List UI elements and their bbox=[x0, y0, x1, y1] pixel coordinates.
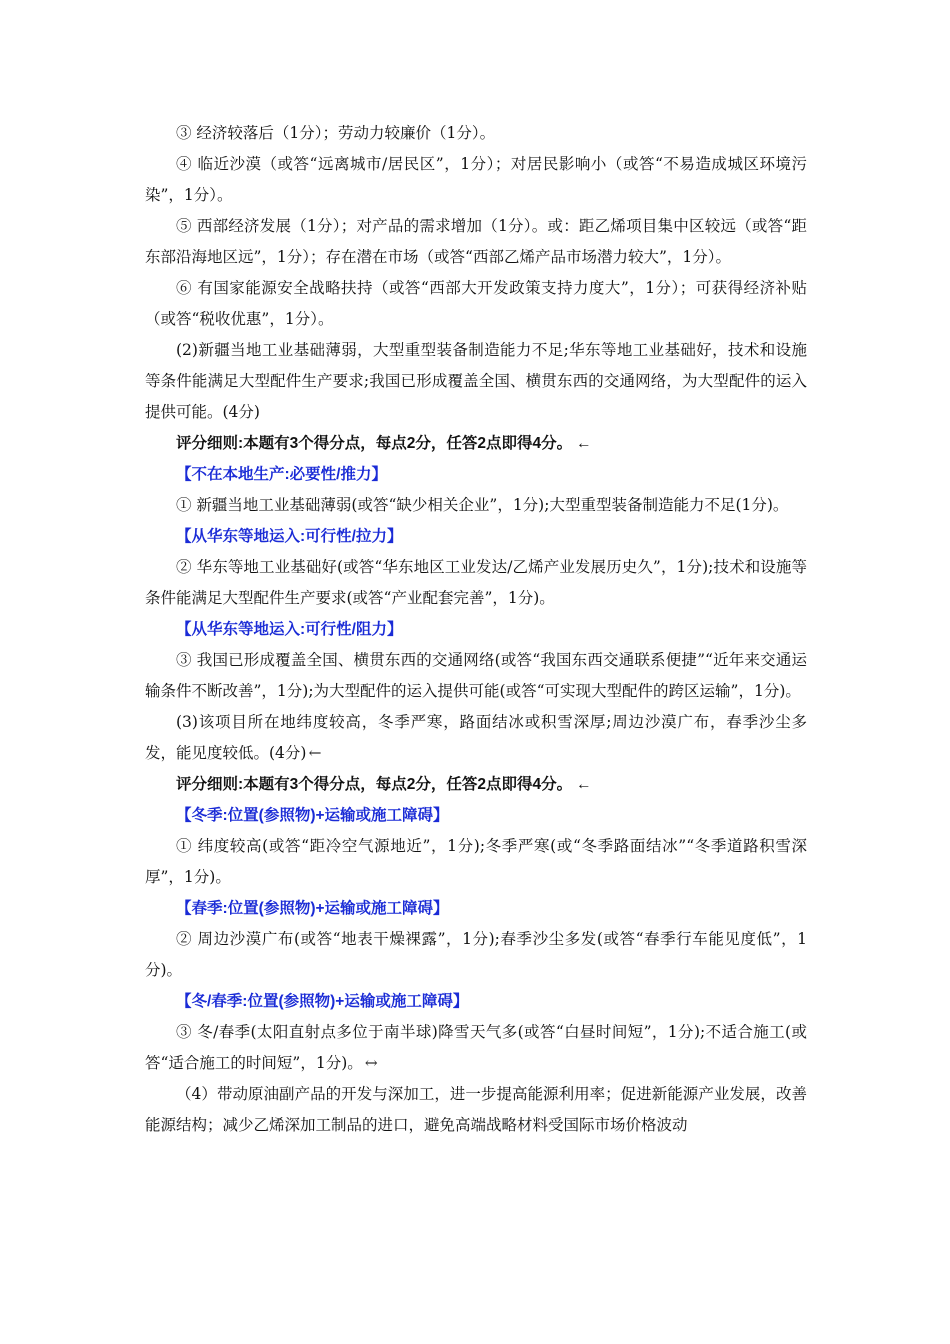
paragraph-text: ② 华东等地工业基础好(或答“华东地区工业发达/乙烯产业发展历史久”，1分);技术和设施等条件能满足大型配件生产要求(或答“产业配套完善”，1分)。 bbox=[145, 558, 807, 607]
section-heading bbox=[145, 893, 807, 924]
scoring-rule bbox=[145, 428, 807, 459]
paragraph-text: (3)该项目所在地纬度较高，冬季严寒，路面结冰或积雪深厚;周边沙漠广布，春季沙尘多发，能见度较低。(4分) bbox=[145, 713, 807, 762]
paragraph-mark-icon: ↔ bbox=[364, 1054, 378, 1072]
paragraph-text: 【春季:位置(参照物)+运输或施工障碍】 bbox=[176, 900, 449, 917]
paragraph-text: ① 新疆当地工业基础薄弱(或答“缺少相关企业”，1分);大型重型装备制造能力不足(1分)。 bbox=[176, 496, 789, 514]
paragraph-text: ③ 我国已形成覆盖全国、横贯东西的交通网络(或答“我国东西交通联系便捷”“近年来交通运输条件不断改善”，1分);为大型配件的运入提供可能(或答“可实现大型配件的跨区运输”，1分)。 bbox=[145, 651, 807, 700]
paragraph-text: 【从华东等地运入:可行性/拉力】 bbox=[176, 528, 403, 545]
scoring-rule bbox=[145, 769, 807, 800]
answer-paragraph bbox=[145, 552, 807, 614]
answer-paragraph bbox=[145, 490, 807, 521]
paragraph-text: （4）带动原油副产品的开发与深加工，进一步提高能源利用率；促进新能源产业发展，改善能源结构；减少乙烯深加工制品的进口，避免高端战略材料受国际市场价格波动 bbox=[145, 1085, 807, 1134]
paragraph-text: 评分细则:本题有3个得分点，每点2分，任答2点即得4分。 bbox=[176, 435, 573, 452]
paragraph-text: ③ 冬/春季(太阳直射点多位于南半球)降雪天气多(或答“白昼时间短”，1分);不适合施工(或答“适合施工的时间短”，1分)。 bbox=[145, 1023, 807, 1072]
answer-paragraph bbox=[145, 1017, 807, 1079]
section-heading bbox=[145, 800, 807, 831]
paragraph-text: 【冬季:位置(参照物)+运输或施工障碍】 bbox=[176, 807, 449, 824]
answer-paragraph bbox=[145, 273, 807, 335]
paragraph-text: 【从华东等地运入:可行性/阻力】 bbox=[176, 621, 403, 638]
paragraph-text: 【冬/春季:位置(参照物)+运输或施工障碍】 bbox=[176, 993, 469, 1010]
answer-paragraph bbox=[145, 149, 807, 211]
section-heading bbox=[145, 986, 807, 1017]
answer-paragraph bbox=[145, 211, 807, 273]
paragraph-text: 评分细则:本题有3个得分点，每点2分，任答2点即得4分。 bbox=[176, 776, 573, 793]
answer-paragraph bbox=[145, 335, 807, 428]
section-heading bbox=[145, 459, 807, 490]
answer-paragraph bbox=[145, 924, 807, 986]
paragraph-text: (2)新疆当地工业基础薄弱，大型重型装备制造能力不足;华东等地工业基础好，技术和设施等条件能满足大型配件生产要求;我国已形成覆盖全国、横贯东西的交通网络，为大型配件的运入提供可能。(4分) bbox=[145, 341, 807, 421]
paragraph-text: ⑥ 有国家能源安全战略扶持（或答“西部大开发政策支持力度大”，1分）；可获得经济补贴（或答“税收优惠”，1分）。 bbox=[145, 279, 807, 328]
answer-paragraph bbox=[145, 831, 807, 893]
answer-paragraph bbox=[145, 1079, 807, 1141]
document-page bbox=[145, 118, 807, 1141]
paragraph-mark-icon: ← bbox=[308, 744, 322, 762]
answer-paragraph bbox=[145, 707, 807, 769]
section-heading bbox=[145, 614, 807, 645]
paragraph-text: ③ 经济较落后（1分）；劳动力较廉价（1分）。 bbox=[176, 124, 496, 142]
answer-paragraph bbox=[145, 118, 807, 149]
paragraph-text: ⑤ 西部经济发展（1分）；对产品的需求增加（1分）。或：距乙烯项目集中区较远（或答“距东部沿海地区远”，1分）；存在潜在市场（或答“西部乙烯产品市场潜力较大”，1分）。 bbox=[145, 217, 807, 266]
paragraph-mark-icon: ← bbox=[576, 776, 592, 793]
paragraph-mark-icon: ← bbox=[576, 435, 592, 452]
section-heading bbox=[145, 521, 807, 552]
answer-paragraph bbox=[145, 645, 807, 707]
paragraph-text: ① 纬度较高(或答“距冷空气源地近”，1分);冬季严寒(或“冬季路面结冰”“冬季道路积雪深厚”，1分)。 bbox=[145, 837, 807, 886]
paragraph-text: ④ 临近沙漠（或答“远离城市/居民区”，1分）；对居民影响小（或答“不易造成城区环境污染”，1分）。 bbox=[145, 155, 807, 204]
paragraph-text: 【不在本地生产:必要性/推力】 bbox=[176, 466, 387, 483]
paragraph-text: ② 周边沙漠广布(或答“地表干燥裸露”，1分);春季沙尘多发(或答“春季行车能见度低”，1分)。 bbox=[145, 930, 807, 979]
